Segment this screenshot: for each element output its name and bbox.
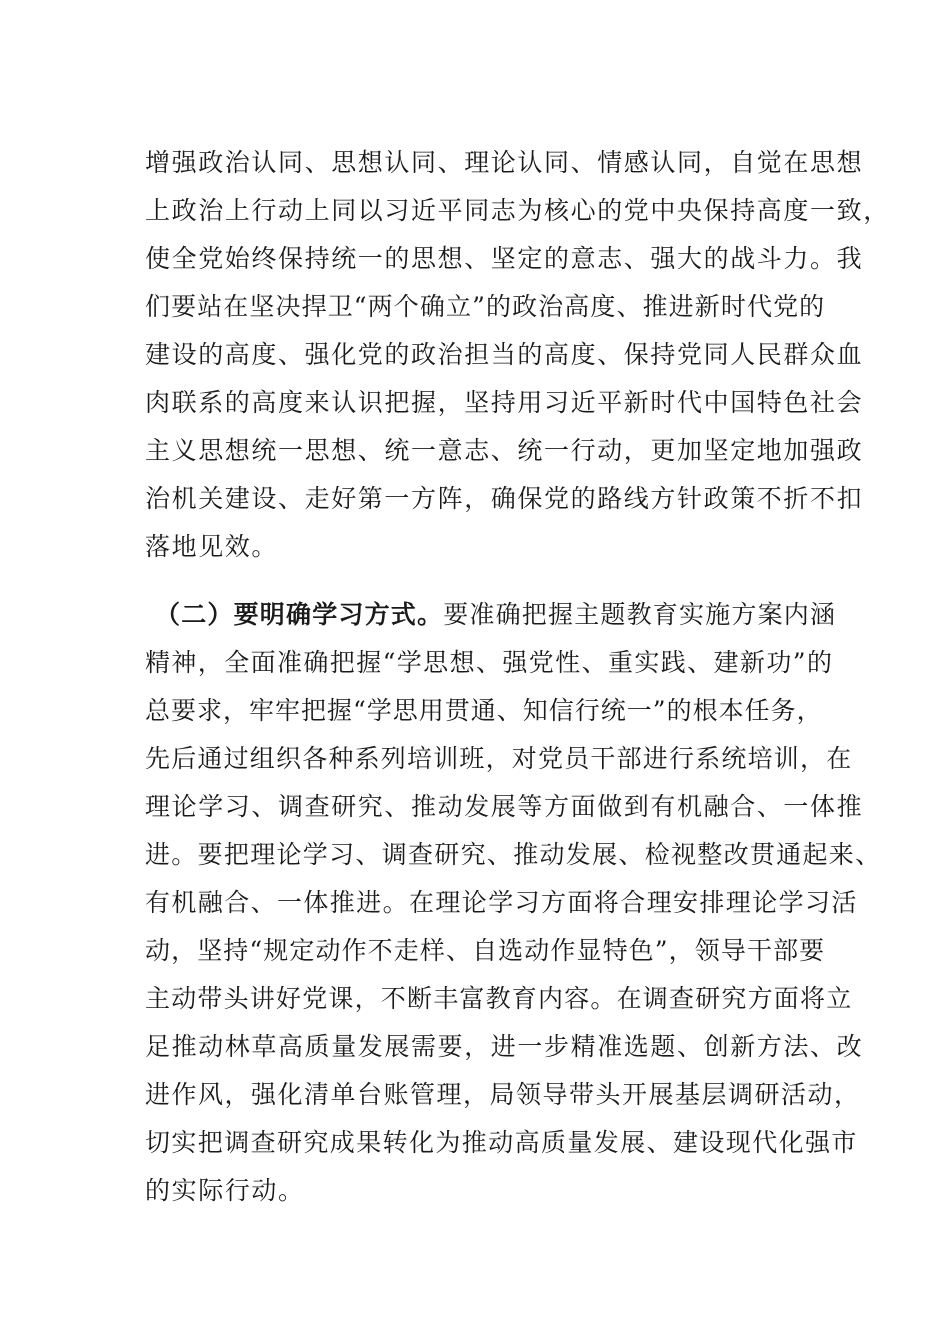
paragraph-2-line-12: 切实把调查研究成果转化为推动高质量发展、建设现代化强市	[145, 1128, 858, 1157]
paragraph-2-line-8: 动，坚持“规定动作不走样、自选动作显特色”，领导干部要	[145, 936, 826, 965]
paragraph-1-line-9: 落地见效。	[145, 532, 279, 561]
paragraph-1-line-4: 们要站在坚决捍卫“两个确立”的政治高度、推进新时代党的	[145, 292, 826, 321]
paragraph-2-first-line-text: 要准确把握主题教育实施方案内涵	[443, 600, 837, 629]
paragraph-2-first-line	[155, 600, 836, 630]
paragraph-1-line-1: 增强政治认同、思想认同、理论认同、情感认同，自觉在思想	[145, 148, 864, 177]
paragraph-1-line-3: 使全党始终保持统一的思想、坚定的意志、强大的战斗力。我	[145, 244, 864, 273]
paragraph-2-line-2: 精神，全面准确把握“学思想、强党性、重实践、建新功”的	[145, 648, 834, 677]
paragraph-2-line-6: 进。要把理论学习、调查研究、推动发展、检视整改贯通起来、	[145, 840, 882, 869]
paragraph-1-line-8: 治机关建设、走好第一方阵，确保党的路线方针政策不折不扣	[145, 484, 864, 513]
paragraph-1-line-7: 主义思想统一思想、统一意志、统一行动，更加坚定地加强政	[145, 436, 864, 465]
section-heading: （二）要明确学习方式。	[155, 600, 444, 629]
paragraph-2-line-13: 的实际行动。	[145, 1176, 305, 1205]
paragraph-2-line-3: 总要求，牢牢把握“学思用贯通、知信行统一”的根本任务，	[145, 696, 823, 725]
paragraph-2-line-9: 主动带头讲好党课，不断丰富教育内容。在调查研究方面将立	[145, 984, 853, 1013]
paragraph-2-line-4: 先后通过组织各种系列培训班，对党员干部进行系统培训，在	[145, 744, 853, 773]
paragraph-1-line-2: 上政治上行动上同以习近平同志为核心的党中央保持高度一致，	[145, 196, 890, 225]
paragraph-2-line-11: 进作风，强化清单台账管理，局领导带头开展基层调研活动，	[145, 1080, 861, 1109]
paragraph-2-line-10: 足推动林草高质量发展需要，进一步精准选题、创新方法、改	[145, 1032, 864, 1061]
paragraph-1-line-5: 建设的高度、强化党的政治担当的高度、保持党同人民群众血	[145, 340, 864, 369]
paragraph-2-line-5: 理论学习、调查研究、推动发展等方面做到有机融合、一体推	[145, 792, 864, 821]
paragraph-1-line-6: 肉联系的高度来认识把握，坚持用习近平新时代中国特色社会	[145, 388, 864, 417]
paragraph-2-line-7: 有机融合、一体推进。在理论学习方面将合理安排理论学习活	[145, 888, 858, 917]
